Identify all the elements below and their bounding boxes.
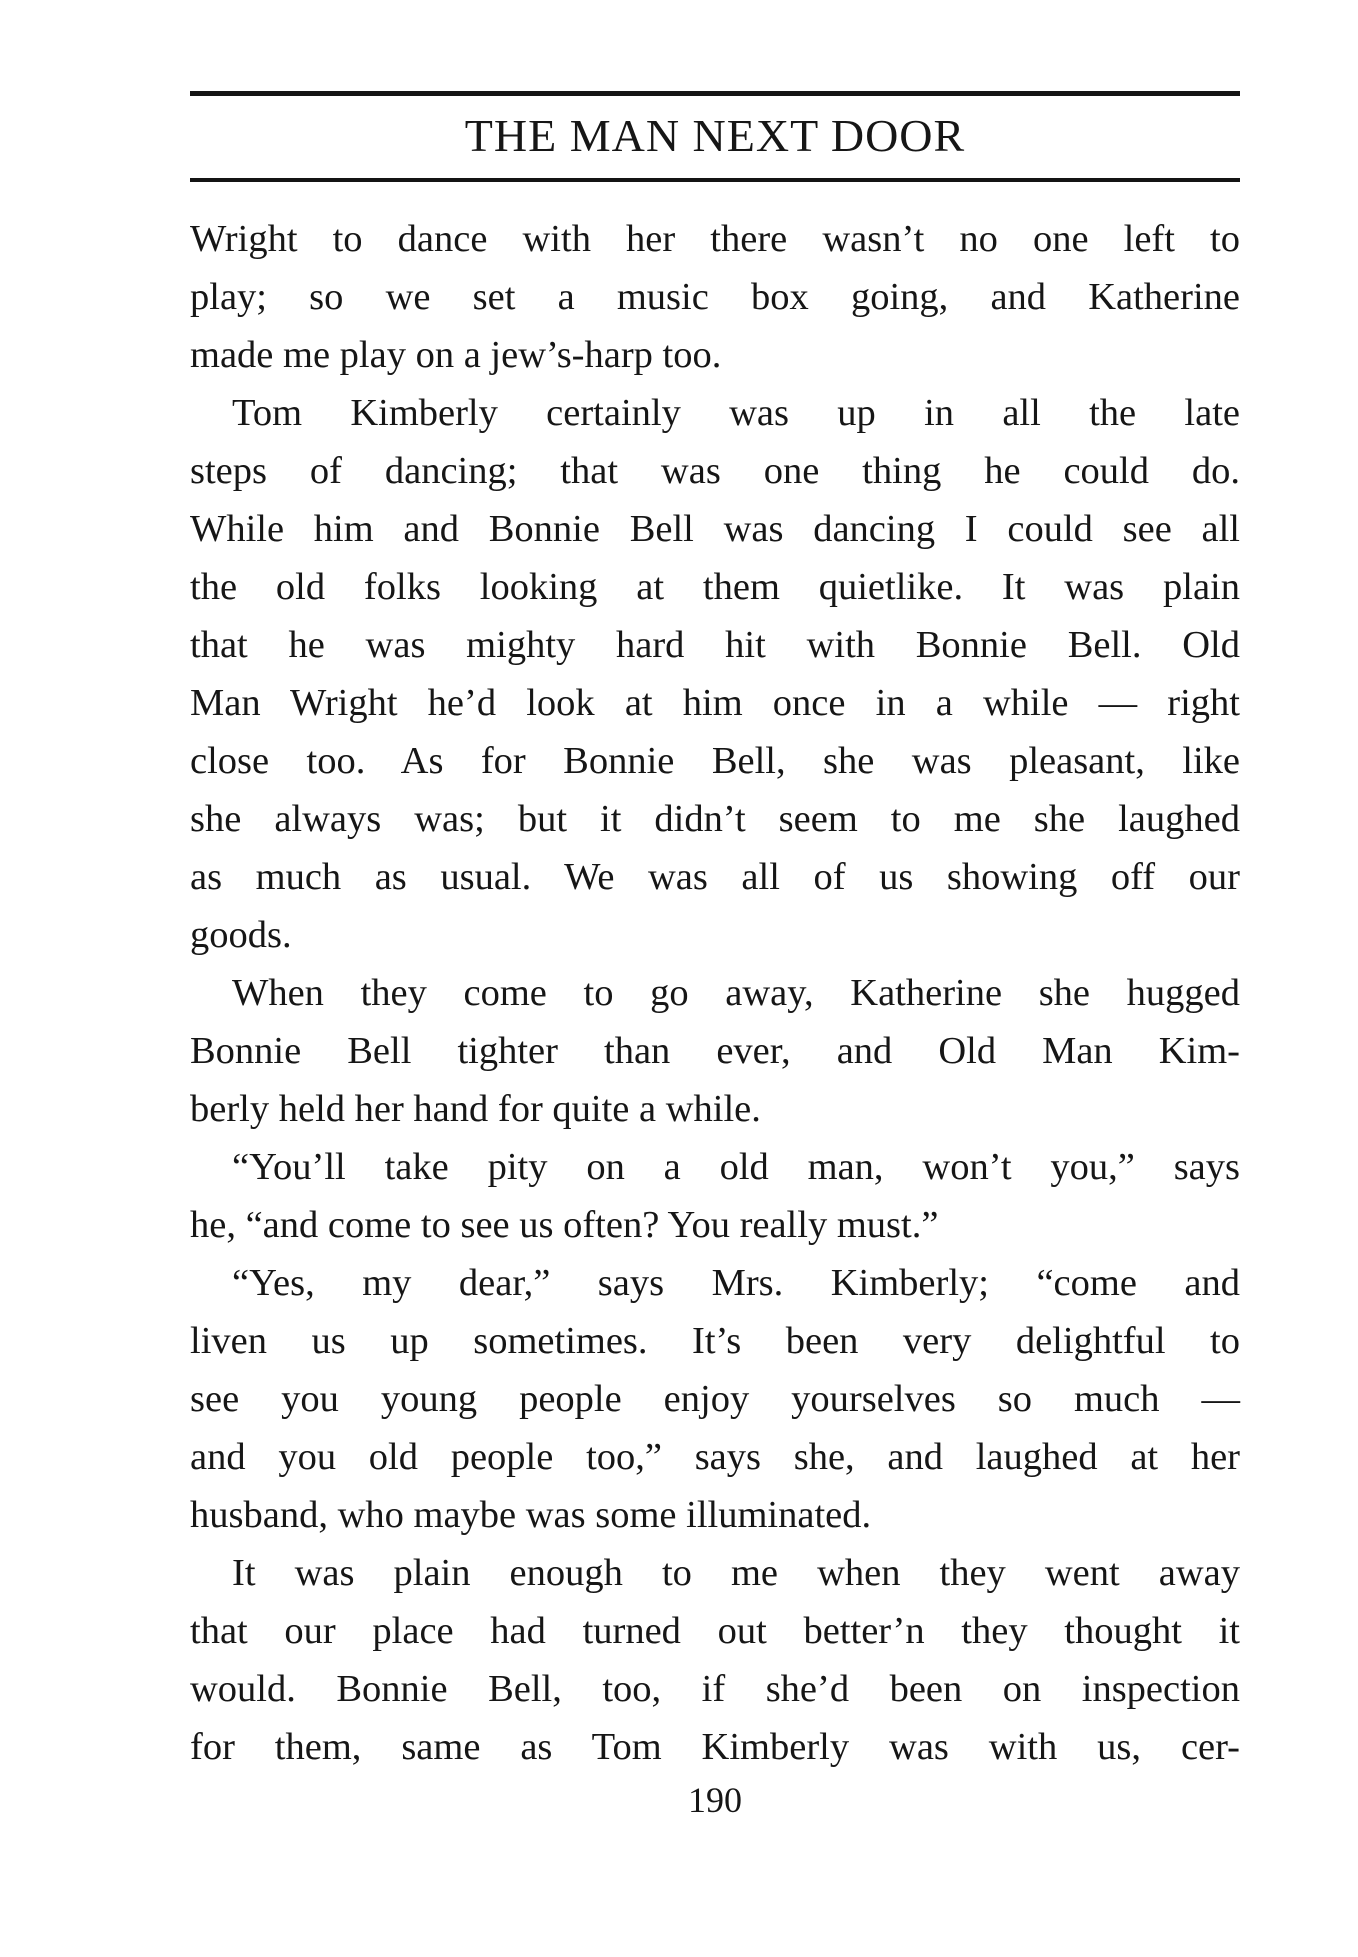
body-text (190, 210, 1240, 1776)
text-line: play; so we set a music box going, and Katherine (190, 276, 1240, 318)
text-line: “You’ll take pity on a old man, won’t you,” says (232, 1146, 1240, 1188)
running-head: THE MAN NEXT DOOR (464, 110, 966, 161)
text-line: liven us up sometimes. It’s been very delightful to (190, 1320, 1240, 1362)
text-line: Wright to dance with her there wasn’t no one left to (190, 218, 1240, 260)
text-line: Tom Kimberly certainly was up in all the late (232, 392, 1240, 434)
text-line: see you young people enjoy yourselves so much — (190, 1378, 1240, 1420)
text-line: berly held her hand for quite a while. (190, 1088, 761, 1130)
text-line: husband, who maybe was some illuminated. (190, 1494, 872, 1536)
text-line: would. Bonnie Bell, too, if she’d been on inspection (190, 1668, 1240, 1710)
header-rule-top (190, 91, 1240, 96)
header-rule-bottom (190, 178, 1240, 182)
page-number: 190 (688, 1780, 742, 1820)
text-line: the old folks looking at them quietlike. It was plain (190, 566, 1240, 608)
text-line: When they come to go away, Katherine she hugged (232, 972, 1240, 1014)
text-line: he, “and come to see us often? You really must.” (190, 1204, 939, 1246)
text-line: made me play on a jew’s-harp too. (190, 334, 722, 376)
text-line: Bonnie Bell tighter than ever, and Old Man Kim- (190, 1030, 1240, 1072)
text-line: that he was mighty hard hit with Bonnie Bell. Old (190, 624, 1240, 666)
text-line: that our place had turned out better’n they thought it (190, 1610, 1240, 1652)
text-line: steps of dancing; that was one thing he could do. (190, 450, 1240, 492)
text-line: as much as usual. We was all of us showing off our (190, 856, 1240, 898)
text-line: While him and Bonnie Bell was dancing I could see all (190, 508, 1240, 550)
text-line: Man Wright he’d look at him once in a while — right (190, 682, 1240, 724)
text-line: and you old people too,” says she, and laughed at her (190, 1436, 1240, 1478)
text-line: she always was; but it didn’t seem to me she laughed (190, 798, 1240, 840)
text-line: “Yes, my dear,” says Mrs. Kimberly; “come and (232, 1262, 1240, 1304)
text-line: close too. As for Bonnie Bell, she was pleasant, like (190, 740, 1240, 782)
text-line: goods. (190, 914, 292, 956)
text-line: for them, same as Tom Kimberly was with us, cer- (190, 1726, 1240, 1768)
text-line: It was plain enough to me when they went away (232, 1552, 1240, 1594)
